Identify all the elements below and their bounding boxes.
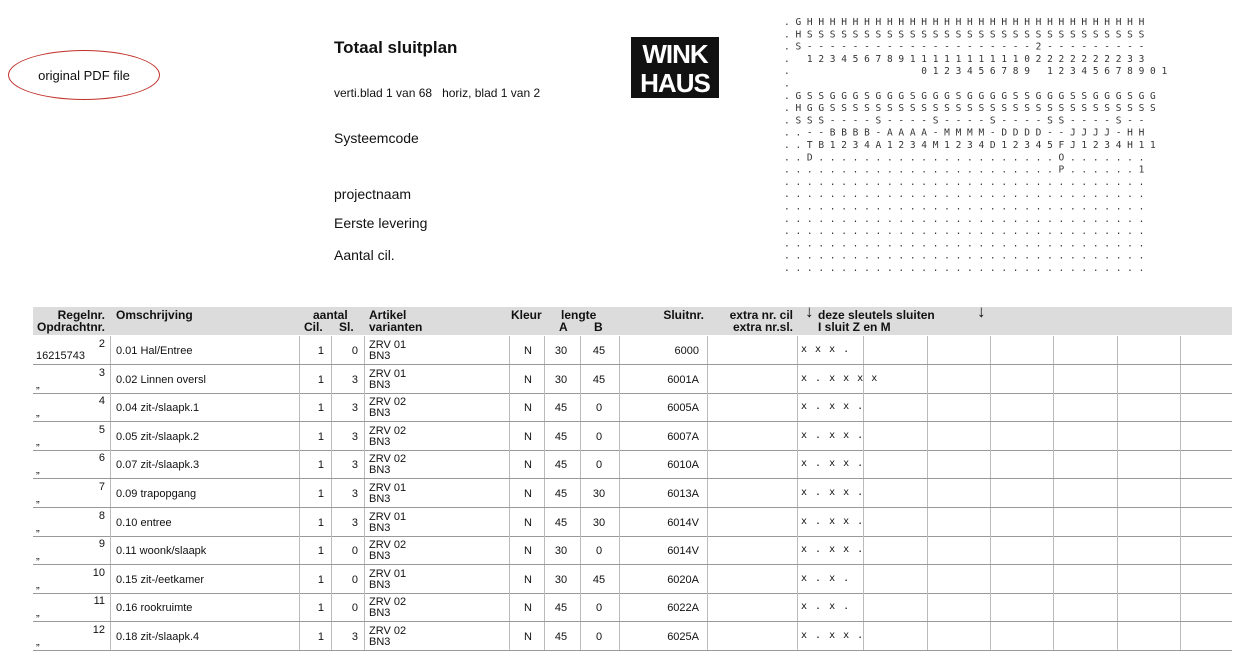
key-matrix-row: . 1 2 3 4 5 6 7 8 9 1 1 1 1 1 1 1 1 1 1 0 2 2 2 2 2 2 2 2 3 3 (784, 53, 1145, 65)
cell-cil: 1 (317, 345, 324, 357)
cell-lengte-b: 0 (595, 602, 603, 615)
cell-lengte-b: 30 (592, 516, 606, 529)
cell-regelnr: 7 (98, 481, 105, 493)
header-opdrachtnr: Opdrachtnr. (36, 320, 105, 334)
column-divider (1117, 622, 1118, 650)
header-sluit-z-m: I sluit Z en M (818, 320, 891, 334)
cell-omschrijving: 0.10 entree (116, 516, 172, 529)
cell-opdrachtnr: „ (36, 636, 40, 648)
cell-key-marks: x x x . (801, 344, 851, 355)
column-divider (509, 508, 510, 536)
header-regelnr: Regelnr. (57, 308, 105, 322)
cell-lengte-b: 0 (595, 545, 603, 558)
cell-variant: BN3 (369, 636, 391, 648)
cell-omschrijving: 0.18 zit-/slaapk.4 (116, 631, 200, 643)
cell-variant: BN3 (369, 493, 391, 505)
table-row (33, 565, 1232, 594)
cell-cil: 1 (317, 430, 324, 443)
cell-lengte-a: 30 (554, 573, 568, 586)
table-row (33, 479, 1232, 508)
header-extra-cil: extra nr. cil (729, 308, 793, 322)
column-divider (797, 536, 798, 564)
cell-sl: 0 (351, 573, 358, 586)
column-divider (509, 422, 510, 450)
cell-kleur: N (524, 602, 532, 615)
column-divider (797, 393, 798, 421)
table-row (33, 365, 1232, 394)
cell-cil: 1 (317, 516, 324, 529)
column-divider (110, 365, 111, 393)
cell-sl: 3 (351, 516, 358, 529)
cell-opdrachtnr: „ (36, 607, 40, 620)
cell-variant: BN3 (369, 578, 391, 591)
column-divider (364, 536, 365, 564)
header-lengte: lengte (561, 308, 597, 322)
key-matrix-row: . S - - - - - - - - - - - - - - - - - - - - 2 - - - - - - - - - (784, 41, 1145, 53)
column-divider (1053, 536, 1054, 564)
cell-kleur: N (524, 459, 532, 472)
key-matrix-row: . . . . . . . . . . . . . . . . . . . . . . . . . . . . . . . . (784, 250, 1145, 262)
annotation-oval (8, 50, 160, 100)
label-eerste-levering: Eerste levering (334, 215, 428, 231)
column-divider (707, 365, 708, 393)
cell-omschrijving: 0.02 Linnen oversl (116, 373, 206, 386)
table-header (33, 302, 1232, 335)
column-divider (1117, 422, 1118, 450)
cell-kleur: N (524, 631, 532, 643)
cell-variant: BN3 (369, 550, 391, 563)
key-matrix-row: . S S S - - - - S - - - - S - - - - S - - - - S S - - - - S - - (784, 115, 1145, 127)
cell-key-marks: x . x x . (801, 487, 865, 498)
column-divider (1117, 565, 1118, 593)
cell-cil: 1 (317, 545, 324, 558)
cell-key-marks: x . x x . (801, 515, 865, 527)
table-row (33, 593, 1232, 622)
cell-regelnr: 9 (98, 538, 105, 551)
column-divider (364, 508, 365, 536)
arrow-down-icon-2: ↓ (977, 302, 986, 321)
header-kleur: Kleur (511, 308, 542, 322)
cell-variant: BN3 (369, 521, 391, 534)
cell-omschrijving: 0.09 trapopgang (116, 488, 197, 500)
column-divider (707, 336, 708, 364)
column-divider (797, 365, 798, 393)
column-divider (797, 450, 798, 478)
cell-kleur: N (524, 402, 532, 415)
cell-sl: 0 (351, 345, 358, 357)
label-aantal-cil: Aantal cil. (334, 247, 395, 263)
column-divider (509, 336, 510, 364)
cell-sluitnr: 6013A (667, 488, 699, 500)
column-divider (509, 622, 510, 650)
key-matrix-row: . . . . . . . . . . . . . . . . . . . . . . . . . . . . . . . . (784, 226, 1145, 238)
cell-lengte-b: 45 (592, 373, 606, 386)
column-divider (707, 393, 708, 421)
cell-key-marks: x . x x x x (801, 372, 879, 384)
cell-artikel: ZRV 01 (369, 567, 407, 580)
cell-lengte-a: 45 (554, 631, 568, 643)
column-divider (110, 422, 111, 450)
cell-opdrachtnr: „ (36, 550, 40, 563)
cell-sluitnr: 6010A (667, 459, 699, 472)
header-varianten: varianten (369, 320, 423, 334)
column-divider (364, 336, 365, 364)
logo-line1: WINK (642, 39, 708, 69)
winkhaus-logo (631, 37, 719, 98)
cell-opdrachtnr: „ (36, 578, 40, 591)
column-divider (990, 536, 991, 564)
column-divider (1180, 393, 1181, 421)
key-matrix-row: . . . . . . . . . . . . . . . . . . . . . . . . . . . . . . . . (784, 176, 1145, 188)
column-divider (1180, 422, 1181, 450)
column-divider (110, 336, 111, 364)
header-extra-sl: extra nr.sl. (732, 320, 793, 334)
key-matrix-row: . H S S S S S S S S S S S S S S S S S S S S S S S S S S S S S S (784, 29, 1145, 41)
key-matrix-row: . . . . . . . . . . . . . . . . . . . . . . . . . . . . . . . . (784, 189, 1145, 201)
cell-kleur: N (524, 573, 532, 586)
column-divider (707, 422, 708, 450)
cell-regelnr: 10 (92, 566, 105, 579)
key-matrix-row: . . - - B B B B - A A A A - M M M M - D D D D - - J J J J - H H (784, 127, 1145, 139)
cell-opdrachtnr: „ (36, 521, 40, 534)
table-row (33, 393, 1232, 422)
cell-regelnr: 6 (98, 452, 105, 465)
table-row (33, 508, 1232, 537)
column-divider (364, 479, 365, 507)
cell-kleur: N (524, 430, 532, 443)
column-divider (509, 450, 510, 478)
column-divider (110, 393, 111, 421)
column-divider (1053, 450, 1054, 478)
table-row (33, 622, 1232, 651)
cell-kleur: N (524, 373, 532, 386)
column-divider (1053, 365, 1054, 393)
cell-sluitnr: 6000 (674, 345, 699, 357)
key-matrix-row: . . . . . . . . . . . . . . . . . . . . . . . . . . . . . . . . (784, 263, 1145, 274)
cell-artikel: ZRV 01 (369, 339, 407, 351)
column-divider (1053, 336, 1054, 364)
cell-lengte-a: 45 (554, 430, 568, 443)
cell-lengte-b: 0 (595, 459, 603, 472)
cell-key-marks: x . x x . (801, 544, 865, 556)
cell-variant: BN3 (369, 350, 391, 362)
cell-opdrachtnr: „ (36, 378, 40, 391)
column-divider (1053, 508, 1054, 536)
cell-key-marks: x . x x . (801, 429, 865, 441)
cell-cil: 1 (317, 602, 324, 615)
cell-omschrijving: 0.16 rookruimte (116, 602, 193, 615)
column-divider (110, 450, 111, 478)
column-divider (1117, 393, 1118, 421)
document-title: Totaal sluitplan (334, 38, 458, 57)
key-matrix-row: . H G G S S S S S S S S S S S S S S S S S S S S S S S S S S S S S (784, 103, 1156, 115)
cell-artikel: ZRV 01 (369, 482, 407, 494)
cell-cil: 1 (317, 402, 324, 415)
cell-omschrijving: 0.07 zit-/slaapk.3 (116, 459, 200, 472)
column-divider (1180, 536, 1181, 564)
column-divider (1053, 565, 1054, 593)
cell-regelnr: 4 (98, 395, 105, 408)
column-divider (364, 365, 365, 393)
header-a: A (559, 320, 568, 334)
column-divider (990, 365, 991, 393)
cell-omschrijving: 0.05 zit-/slaapk.2 (116, 430, 200, 443)
key-matrix-row: . (784, 78, 790, 90)
column-divider (1053, 393, 1054, 421)
column-divider (509, 593, 510, 621)
column-divider (990, 508, 991, 536)
cell-sl: 3 (351, 373, 358, 386)
column-divider (990, 479, 991, 507)
header-cil: Cil. (304, 320, 323, 334)
cell-sl: 0 (351, 545, 358, 558)
cell-regelnr: 2 (98, 338, 105, 350)
cell-artikel: ZRV 02 (369, 453, 407, 466)
cell-artikel: ZRV 01 (369, 510, 407, 523)
column-divider (1053, 422, 1054, 450)
cell-regelnr: 11 (93, 595, 105, 608)
column-divider (797, 336, 798, 364)
header-sluitnr: Sluitnr. (663, 308, 704, 322)
cell-sl: 3 (351, 402, 358, 415)
key-matrix-row: . 0 1 2 3 4 5 6 7 8 9 1 2 3 4 5 6 7 8 9 0 1 (784, 66, 1168, 78)
cell-variant: BN3 (369, 407, 391, 420)
column-divider (707, 536, 708, 564)
column-divider (990, 622, 991, 650)
key-matrix-row: . . . . . . . . . . . . . . . . . . . . . . . . . . . . . . . . (784, 201, 1145, 213)
key-matrix-row: . . T B 1 2 3 4 A 1 2 3 4 M 1 2 3 4 D 1 2 3 4 5 F J 1 2 3 4 H 1 1 (784, 140, 1156, 151)
cell-sluitnr: 6001A (667, 373, 699, 386)
cell-key-marks: x . x . (801, 572, 851, 584)
table-row (33, 536, 1232, 565)
column-divider (110, 508, 111, 536)
cell-key-marks: x . x . (801, 601, 851, 613)
column-divider (364, 565, 365, 593)
column-divider (110, 536, 111, 564)
column-divider (509, 479, 510, 507)
column-divider (990, 393, 991, 421)
column-divider (797, 479, 798, 507)
cell-sl: 3 (351, 459, 358, 472)
header-aantal: aantal (313, 308, 348, 322)
cell-kleur: N (524, 488, 532, 500)
column-divider (1117, 593, 1118, 621)
column-divider (364, 622, 365, 650)
cell-artikel: ZRV 02 (369, 424, 407, 437)
cell-lengte-a: 45 (554, 488, 568, 500)
label-projectnaam: projectnaam (334, 186, 412, 202)
column-divider (797, 508, 798, 536)
cell-sl: 0 (351, 602, 358, 615)
cell-lengte-a: 30 (554, 545, 568, 558)
key-matrix-header (784, 16, 1204, 288)
cell-lengte-b: 30 (592, 488, 606, 500)
cell-lengte-a: 30 (554, 345, 568, 357)
column-divider (990, 565, 991, 593)
key-matrix-row: . G H H H H H H H H H H H H H H H H H H H H H H H H H H H H H H (784, 17, 1145, 28)
cell-sluitnr: 6020A (667, 573, 699, 586)
column-divider (509, 565, 510, 593)
column-divider (990, 336, 991, 364)
annotation-text: original PDF file (38, 67, 130, 83)
label-systeemcode: Systeemcode (334, 130, 419, 146)
cell-omschrijving: 0.01 Hal/Entree (116, 345, 193, 357)
column-divider (110, 593, 111, 621)
cell-cil: 1 (317, 459, 324, 472)
key-matrix-row: . . . . . . . . . . . . . . . . . . . . . . . . . . . . . . . . (784, 238, 1145, 250)
key-matrix-row: . . D . . . . . . . . . . . . . . . . . . . . . O . . . . . . . (784, 152, 1145, 164)
table-row (33, 336, 1232, 365)
column-divider (364, 450, 365, 478)
column-divider (990, 593, 991, 621)
cell-artikel: ZRV 02 (369, 625, 407, 637)
header-omschrijving: Omschrijving (116, 308, 193, 322)
header-deze-sleutels: deze sleutels sluiten (818, 308, 935, 322)
cell-variant: BN3 (369, 435, 391, 448)
cell-variant: BN3 (369, 607, 391, 620)
cell-regelnr: 3 (98, 366, 105, 379)
cell-omschrijving: 0.15 zit-/eetkamer (116, 573, 205, 586)
cell-lengte-b: 45 (592, 573, 606, 586)
cell-regelnr: 12 (92, 624, 105, 636)
cell-cil: 1 (317, 488, 324, 500)
logo-line2: HAUS (640, 68, 710, 98)
cell-sl: 3 (351, 488, 358, 500)
table-row (33, 450, 1232, 479)
cell-kleur: N (524, 516, 532, 529)
column-divider (1180, 479, 1181, 507)
arrow-down-icon-1: ↓ (805, 302, 814, 321)
column-divider (1180, 565, 1181, 593)
cell-cil: 1 (317, 373, 324, 386)
key-matrix-row: . . . . . . . . . . . . . . . . . . . . . . . . P . . . . . . 1 (784, 164, 1145, 176)
cell-variant: BN3 (369, 464, 391, 477)
column-divider (364, 422, 365, 450)
cell-sluitnr: 6022A (667, 602, 699, 615)
cell-opdrachtnr: „ (36, 464, 40, 477)
cell-key-marks: x . x x . (801, 630, 865, 641)
column-divider (1180, 593, 1181, 621)
cell-artikel: ZRV 02 (369, 539, 407, 552)
table-row (33, 422, 1232, 451)
column-divider (1117, 508, 1118, 536)
column-divider (990, 422, 991, 450)
cell-key-marks: x . x x . (801, 401, 865, 413)
column-divider (707, 593, 708, 621)
cell-kleur: N (524, 545, 532, 558)
cell-opdrachtnr: „ (36, 435, 40, 448)
column-divider (1180, 508, 1181, 536)
cell-key-marks: x . x x . (801, 458, 865, 470)
cell-omschrijving: 0.04 zit-/slaapk.1 (116, 402, 200, 415)
key-matrix-row: . . . . . . . . . . . . . . . . . . . . . . . . . . . . . . . . (784, 213, 1145, 225)
header-b: B (594, 320, 603, 334)
column-divider (1117, 450, 1118, 478)
cell-sluitnr: 6005A (667, 402, 699, 415)
column-divider (707, 479, 708, 507)
cell-variant: BN3 (369, 378, 391, 391)
column-divider (707, 565, 708, 593)
column-divider (797, 622, 798, 650)
column-divider (364, 593, 365, 621)
column-divider (1117, 365, 1118, 393)
column-divider (110, 479, 111, 507)
cell-lengte-b: 45 (592, 345, 606, 357)
column-divider (707, 508, 708, 536)
column-divider (797, 565, 798, 593)
column-divider (707, 622, 708, 650)
column-divider (797, 422, 798, 450)
cell-cil: 1 (317, 631, 324, 643)
cell-kleur: N (524, 345, 532, 357)
column-divider (1180, 622, 1181, 650)
column-divider (1180, 365, 1181, 393)
column-divider (990, 450, 991, 478)
column-divider (1053, 622, 1054, 650)
cell-artikel: ZRV 02 (369, 596, 407, 609)
cell-opdrachtnr: 16215743 (36, 350, 85, 362)
key-matrix-row: . G S S G G G S G G G S G G G S G G G G S S G G G S S G G G S G G (784, 90, 1156, 102)
column-divider (707, 450, 708, 478)
sheet-info: verti.blad 1 van 68 horiz, blad 1 van 2 (334, 86, 541, 100)
cell-lengte-b: 0 (595, 430, 603, 443)
cell-sl: 3 (351, 430, 358, 443)
cell-artikel: ZRV 01 (369, 367, 407, 380)
column-divider (1117, 536, 1118, 564)
column-divider (1053, 593, 1054, 621)
column-divider (797, 593, 798, 621)
cell-sluitnr: 6025A (667, 631, 699, 643)
cell-regelnr: 8 (98, 509, 105, 522)
header-artikel: Artikel (369, 308, 407, 322)
header-sl: Sl. (339, 320, 354, 334)
column-divider (110, 622, 111, 650)
cell-lengte-a: 45 (554, 459, 568, 472)
cell-omschrijving: 0.11 woonk/slaapk (116, 545, 207, 558)
column-divider (509, 365, 510, 393)
cell-opdrachtnr: „ (36, 493, 40, 505)
column-divider (1180, 450, 1181, 478)
cell-lengte-a: 45 (554, 402, 568, 415)
cell-opdrachtnr: „ (36, 407, 40, 420)
column-divider (1117, 336, 1118, 364)
cell-sl: 3 (351, 631, 358, 643)
column-divider (1180, 336, 1181, 364)
cell-sluitnr: 6014V (667, 516, 699, 529)
cell-sluitnr: 6007A (667, 430, 699, 443)
cell-lengte-a: 45 (554, 516, 568, 529)
column-divider (110, 565, 111, 593)
column-divider (509, 536, 510, 564)
cell-regelnr: 5 (98, 423, 105, 436)
cell-lengte-b: 0 (595, 631, 603, 643)
cell-sluitnr: 6014V (667, 545, 699, 558)
column-divider (1053, 479, 1054, 507)
cell-lengte-b: 0 (595, 402, 603, 415)
column-divider (1117, 479, 1118, 507)
cell-lengte-a: 30 (554, 373, 568, 386)
column-divider (509, 393, 510, 421)
cell-lengte-a: 45 (554, 602, 568, 615)
cell-cil: 1 (317, 573, 324, 586)
column-divider (364, 393, 365, 421)
cell-artikel: ZRV 02 (369, 396, 407, 409)
